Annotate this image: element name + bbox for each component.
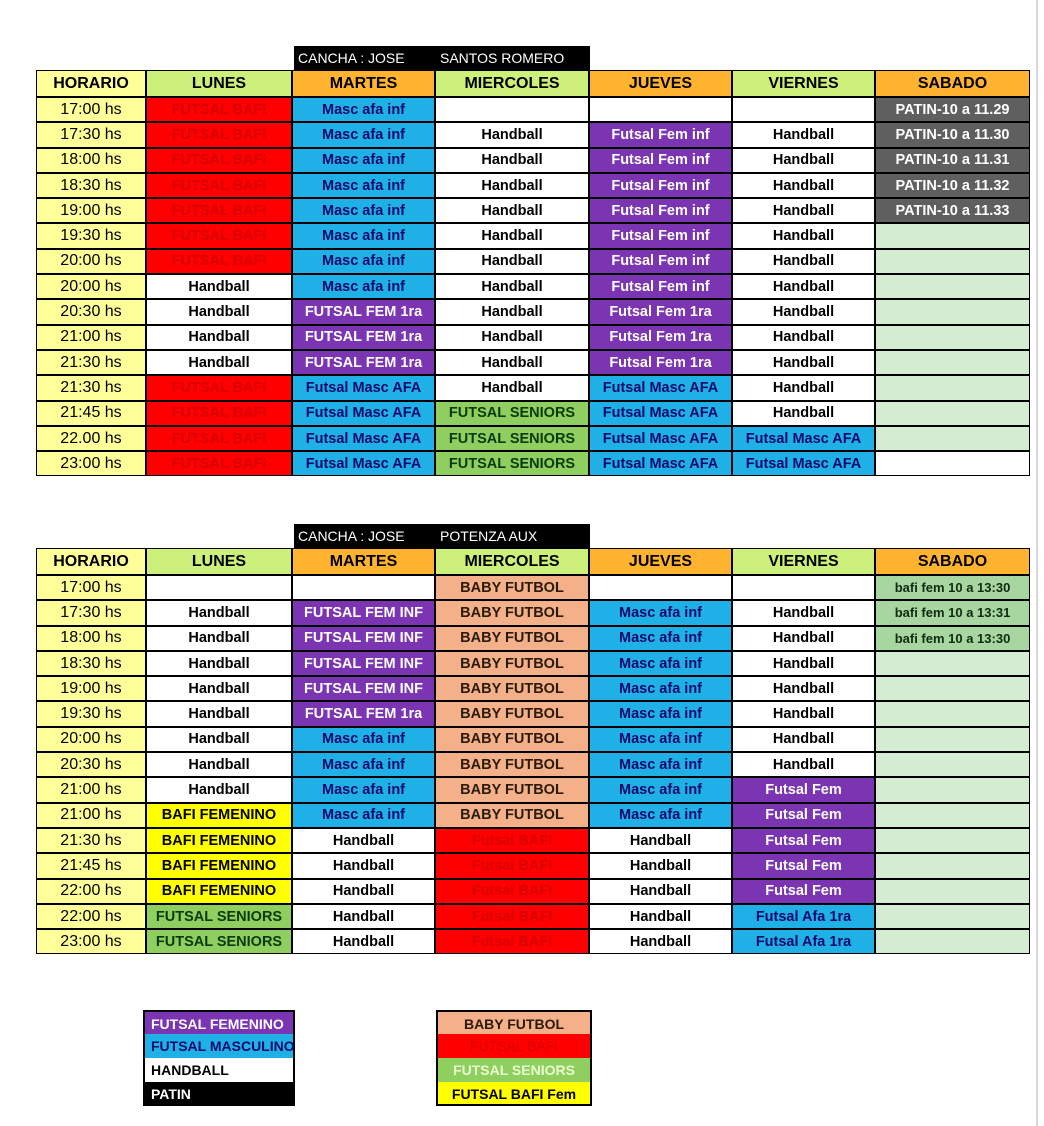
activity-cell: Masc afa inf — [589, 676, 732, 701]
activity-cell: Handball — [146, 274, 292, 299]
time-slot: 21:45 hs — [36, 401, 146, 426]
activity-cell — [732, 97, 875, 122]
activity-cell — [875, 879, 1030, 904]
activity-cell: PATIN-10 a 11.31 — [875, 148, 1030, 173]
activity-cell: Masc afa inf — [292, 752, 435, 777]
activity-cell: FUTSAL SENIORS — [435, 401, 589, 426]
activity-cell: Futsal Fem 1ra — [589, 299, 732, 324]
table-row — [36, 575, 1030, 600]
column-header: HORARIO — [36, 548, 146, 575]
schedule-table — [36, 70, 1030, 476]
time-slot: 20:00 hs — [36, 274, 146, 299]
activity-cell: Masc afa inf — [292, 249, 435, 274]
activity-cell: Handball — [435, 350, 589, 375]
court-title-name: POTENZA AUX — [440, 528, 538, 544]
activity-cell: Handball — [732, 626, 875, 651]
table-row — [36, 803, 1030, 828]
activity-cell: FUTSAL BAFI — [146, 148, 292, 173]
activity-cell: Handball — [732, 651, 875, 676]
column-header: MARTES — [292, 548, 435, 575]
activity-cell: Futsal Fem 1ra — [589, 350, 732, 375]
activity-cell: Handball — [146, 626, 292, 651]
activity-cell: BABY FUTBOL — [435, 777, 589, 802]
activity-cell: Masc afa inf — [589, 803, 732, 828]
activity-cell — [875, 853, 1030, 878]
time-slot: 17:30 hs — [36, 122, 146, 147]
table-row — [36, 223, 1030, 248]
activity-cell: Handball — [146, 299, 292, 324]
activity-cell — [875, 777, 1030, 802]
activity-cell — [292, 575, 435, 600]
activity-cell — [875, 401, 1030, 426]
activity-cell: FUTSAL BAFI — [146, 375, 292, 400]
table-row — [36, 299, 1030, 324]
activity-cell: Handball — [435, 299, 589, 324]
activity-cell: bafi fem 10 a 13:30 — [875, 575, 1030, 600]
activity-cell — [875, 375, 1030, 400]
activity-cell — [589, 97, 732, 122]
activity-cell: Masc afa inf — [292, 274, 435, 299]
activity-cell: FUTSAL SENIORS — [146, 929, 292, 954]
activity-cell: Futsal Masc AFA — [589, 451, 732, 476]
activity-cell — [875, 676, 1030, 701]
activity-cell: Futsal Masc AFA — [589, 401, 732, 426]
legend-item: FUTSAL BAFI Fem — [436, 1082, 592, 1106]
activity-cell: BABY FUTBOL — [435, 676, 589, 701]
activity-cell: Handball — [732, 299, 875, 324]
activity-cell: Handball — [732, 676, 875, 701]
time-slot: 19:00 hs — [36, 198, 146, 223]
activity-cell: Futsal Masc AFA — [292, 375, 435, 400]
activity-cell: Futsal Fem inf — [589, 148, 732, 173]
column-header: SABADO — [875, 70, 1030, 97]
table-header-row — [36, 548, 1030, 575]
activity-cell: Handball — [146, 350, 292, 375]
activity-cell: Futsal BAFI — [435, 828, 589, 853]
table-row — [36, 249, 1030, 274]
activity-cell: Handball — [589, 904, 732, 929]
legend-item: FUTSAL FEMENINO — [143, 1010, 295, 1034]
table-row — [36, 701, 1030, 726]
activity-cell: Masc afa inf — [292, 803, 435, 828]
court-title — [294, 46, 590, 70]
activity-cell: BABY FUTBOL — [435, 651, 589, 676]
activity-cell: Handball — [589, 879, 732, 904]
activity-cell: Futsal BAFI — [435, 879, 589, 904]
legend-item: FUTSAL SENIORS — [436, 1058, 592, 1082]
activity-cell: Handball — [292, 853, 435, 878]
activity-cell: Futsal Fem — [732, 853, 875, 878]
activity-cell: FUTSAL SENIORS — [435, 451, 589, 476]
time-slot: 18:30 hs — [36, 651, 146, 676]
activity-cell: Handball — [732, 274, 875, 299]
activity-cell: BABY FUTBOL — [435, 701, 589, 726]
table-row — [36, 651, 1030, 676]
table-row — [36, 173, 1030, 198]
time-slot: 23:00 hs — [36, 929, 146, 954]
activity-cell: Futsal Masc AFA — [292, 401, 435, 426]
activity-cell: Handball — [732, 325, 875, 350]
activity-cell: Masc afa inf — [292, 198, 435, 223]
activity-cell: Handball — [146, 325, 292, 350]
activity-cell: Masc afa inf — [292, 122, 435, 147]
activity-cell: Handball — [435, 375, 589, 400]
activity-cell: Handball — [292, 828, 435, 853]
activity-cell: Masc afa inf — [292, 173, 435, 198]
activity-cell: Futsal Fem inf — [589, 249, 732, 274]
time-slot: 20:00 hs — [36, 249, 146, 274]
table-row — [36, 752, 1030, 777]
activity-cell — [875, 350, 1030, 375]
activity-cell: Futsal Masc AFA — [732, 426, 875, 451]
activity-cell: Handball — [292, 904, 435, 929]
time-slot: 23:00 hs — [36, 451, 146, 476]
activity-cell: Futsal Fem — [732, 777, 875, 802]
legend-right — [436, 1010, 592, 1106]
activity-cell: FUTSAL BAFI — [146, 173, 292, 198]
activity-cell: Handball — [589, 929, 732, 954]
table-row — [36, 676, 1030, 701]
activity-cell — [875, 929, 1030, 954]
time-slot: 17:30 hs — [36, 600, 146, 625]
activity-cell: Futsal Fem — [732, 828, 875, 853]
activity-cell: Masc afa inf — [292, 97, 435, 122]
time-slot: 17:00 hs — [36, 575, 146, 600]
court-title-prefix: CANCHA : JOSE — [298, 50, 405, 66]
activity-cell: Futsal Masc AFA — [292, 426, 435, 451]
activity-cell: bafi fem 10 a 13:31 — [875, 600, 1030, 625]
time-slot: 21:30 hs — [36, 375, 146, 400]
table-row — [36, 325, 1030, 350]
activity-cell: FUTSAL FEM INF — [292, 600, 435, 625]
column-header: MIERCOLES — [435, 548, 589, 575]
activity-cell — [875, 223, 1030, 248]
time-slot: 21:30 hs — [36, 828, 146, 853]
time-slot: 22.00 hs — [36, 426, 146, 451]
activity-cell: Handball — [146, 676, 292, 701]
activity-cell — [732, 575, 875, 600]
activity-cell: Handball — [732, 223, 875, 248]
table-row — [36, 904, 1030, 929]
activity-cell: Handball — [146, 651, 292, 676]
activity-cell: Futsal Fem inf — [589, 122, 732, 147]
activity-cell — [875, 651, 1030, 676]
activity-cell: Handball — [732, 122, 875, 147]
activity-cell: Masc afa inf — [589, 626, 732, 651]
time-slot: 22:00 hs — [36, 904, 146, 929]
activity-cell: Futsal BAFI — [435, 853, 589, 878]
activity-cell: Futsal Masc AFA — [589, 375, 732, 400]
activity-cell: Handball — [732, 198, 875, 223]
activity-cell — [435, 97, 589, 122]
activity-cell: BABY FUTBOL — [435, 575, 589, 600]
activity-cell: FUTSAL BAFI — [146, 223, 292, 248]
activity-cell: PATIN-10 a 11.29 — [875, 97, 1030, 122]
activity-cell: Handball — [435, 148, 589, 173]
activity-cell: Handball — [732, 249, 875, 274]
column-header: SABADO — [875, 548, 1030, 575]
activity-cell: FUTSAL FEM INF — [292, 626, 435, 651]
table-row — [36, 122, 1030, 147]
activity-cell: BABY FUTBOL — [435, 626, 589, 651]
activity-cell: BAFI FEMENINO — [146, 828, 292, 853]
activity-cell — [875, 904, 1030, 929]
activity-cell: FUTSAL BAFI — [146, 122, 292, 147]
activity-cell — [875, 426, 1030, 451]
activity-cell: Masc afa inf — [292, 727, 435, 752]
time-slot: 21:00 hs — [36, 803, 146, 828]
column-header: LUNES — [146, 70, 292, 97]
time-slot: 20:30 hs — [36, 752, 146, 777]
legend-item: FUTSAL BAFI — [436, 1034, 592, 1058]
activity-cell: FUTSAL FEM 1ra — [292, 299, 435, 324]
activity-cell — [875, 451, 1030, 476]
activity-cell: Masc afa inf — [292, 148, 435, 173]
column-header: JUEVES — [589, 70, 732, 97]
court-title-name: SANTOS ROMERO — [440, 50, 565, 66]
activity-cell: FUTSAL SENIORS — [435, 426, 589, 451]
activity-cell: FUTSAL BAFI — [146, 451, 292, 476]
time-slot: 18:00 hs — [36, 626, 146, 651]
time-slot: 18:30 hs — [36, 173, 146, 198]
activity-cell: BABY FUTBOL — [435, 727, 589, 752]
column-header: HORARIO — [36, 70, 146, 97]
activity-cell: Handball — [589, 828, 732, 853]
table-row — [36, 929, 1030, 954]
activity-cell: BAFI FEMENINO — [146, 803, 292, 828]
time-slot: 21:30 hs — [36, 350, 146, 375]
activity-cell: BAFI FEMENINO — [146, 853, 292, 878]
time-slot: 21:45 hs — [36, 853, 146, 878]
activity-cell: Handball — [435, 249, 589, 274]
table-header-row — [36, 70, 1030, 97]
activity-cell: Futsal Masc AFA — [589, 426, 732, 451]
activity-cell: Handball — [146, 727, 292, 752]
time-slot: 22:00 hs — [36, 879, 146, 904]
activity-cell: Handball — [589, 853, 732, 878]
activity-cell: Futsal Fem inf — [589, 173, 732, 198]
activity-cell: Handball — [292, 929, 435, 954]
activity-cell: Handball — [732, 401, 875, 426]
time-slot: 20:00 hs — [36, 727, 146, 752]
activity-cell: PATIN-10 a 11.32 — [875, 173, 1030, 198]
table-row — [36, 853, 1030, 878]
activity-cell: Handball — [732, 375, 875, 400]
activity-cell — [875, 274, 1030, 299]
activity-cell: Handball — [146, 701, 292, 726]
time-slot: 19:00 hs — [36, 676, 146, 701]
column-header: VIERNES — [732, 548, 875, 575]
activity-cell: FUTSAL FEM INF — [292, 676, 435, 701]
activity-cell — [875, 249, 1030, 274]
table-row — [36, 350, 1030, 375]
activity-cell: Handball — [732, 701, 875, 726]
time-slot: 19:30 hs — [36, 223, 146, 248]
activity-cell: BAFI FEMENINO — [146, 879, 292, 904]
activity-cell — [875, 727, 1030, 752]
table-row — [36, 626, 1030, 651]
activity-cell: Masc afa inf — [292, 777, 435, 802]
schedule-table — [36, 548, 1030, 954]
activity-cell: FUTSAL BAFI — [146, 249, 292, 274]
activity-cell: Masc afa inf — [589, 701, 732, 726]
activity-cell: bafi fem 10 a 13:30 — [875, 626, 1030, 651]
activity-cell: Masc afa inf — [589, 727, 732, 752]
legend-left — [143, 1010, 295, 1106]
activity-cell: Handball — [435, 198, 589, 223]
activity-cell — [146, 575, 292, 600]
activity-cell: Handball — [435, 173, 589, 198]
page-edge-rule — [1036, 0, 1038, 1126]
activity-cell: Handball — [435, 122, 589, 147]
time-slot: 21:00 hs — [36, 777, 146, 802]
table-row — [36, 274, 1030, 299]
table-row — [36, 198, 1030, 223]
activity-cell: Handball — [435, 274, 589, 299]
activity-cell — [875, 752, 1030, 777]
activity-cell — [875, 803, 1030, 828]
time-slot: 21:00 hs — [36, 325, 146, 350]
table-row — [36, 375, 1030, 400]
activity-cell: Futsal Fem — [732, 803, 875, 828]
table-row — [36, 828, 1030, 853]
activity-cell — [875, 828, 1030, 853]
activity-cell: Futsal Masc AFA — [732, 451, 875, 476]
column-header: JUEVES — [589, 548, 732, 575]
table-row — [36, 148, 1030, 173]
table-row — [36, 401, 1030, 426]
table-row — [36, 727, 1030, 752]
activity-cell: Handball — [146, 600, 292, 625]
table-row — [36, 777, 1030, 802]
activity-cell: BABY FUTBOL — [435, 803, 589, 828]
legend-item: FUTSAL MASCULINO — [143, 1034, 295, 1058]
time-slot: 17:00 hs — [36, 97, 146, 122]
activity-cell: BABY FUTBOL — [435, 600, 589, 625]
legend-item: PATIN — [143, 1082, 295, 1106]
table-row — [36, 451, 1030, 476]
activity-cell: Futsal Afa 1ra — [732, 904, 875, 929]
column-header: VIERNES — [732, 70, 875, 97]
activity-cell: PATIN-10 a 11.30 — [875, 122, 1030, 147]
legend-item: BABY FUTBOL — [436, 1010, 592, 1034]
time-slot: 20:30 hs — [36, 299, 146, 324]
activity-cell: Handball — [732, 600, 875, 625]
activity-cell: Handball — [732, 752, 875, 777]
activity-cell: Masc afa inf — [589, 777, 732, 802]
activity-cell: Masc afa inf — [589, 752, 732, 777]
table-row — [36, 600, 1030, 625]
column-header: MIERCOLES — [435, 70, 589, 97]
activity-cell — [875, 325, 1030, 350]
activity-cell: FUTSAL BAFI — [146, 426, 292, 451]
activity-cell: BABY FUTBOL — [435, 752, 589, 777]
activity-cell: Futsal BAFI — [435, 904, 589, 929]
activity-cell: Handball — [435, 325, 589, 350]
activity-cell: PATIN-10 a 11.33 — [875, 198, 1030, 223]
court-title-prefix: CANCHA : JOSE — [298, 528, 405, 544]
activity-cell: Handball — [732, 173, 875, 198]
activity-cell: Futsal Fem 1ra — [589, 325, 732, 350]
activity-cell: Masc afa inf — [589, 651, 732, 676]
table-row — [36, 97, 1030, 122]
activity-cell: Handball — [292, 879, 435, 904]
activity-cell: Handball — [732, 350, 875, 375]
time-slot: 19:30 hs — [36, 701, 146, 726]
activity-cell: Futsal Fem — [732, 879, 875, 904]
court-title — [294, 524, 590, 548]
activity-cell: Handball — [732, 148, 875, 173]
activity-cell: Masc afa inf — [292, 223, 435, 248]
activity-cell: Futsal Fem inf — [589, 198, 732, 223]
activity-cell: Futsal Fem inf — [589, 223, 732, 248]
activity-cell — [875, 701, 1030, 726]
table-row — [36, 426, 1030, 451]
activity-cell: Masc afa inf — [589, 600, 732, 625]
activity-cell: Futsal Fem inf — [589, 274, 732, 299]
activity-cell: Handball — [146, 777, 292, 802]
activity-cell: FUTSAL BAFI — [146, 401, 292, 426]
activity-cell: FUTSAL FEM 1ra — [292, 701, 435, 726]
activity-cell: Handball — [732, 727, 875, 752]
activity-cell: Futsal BAFI — [435, 929, 589, 954]
activity-cell: FUTSAL FEM 1ra — [292, 350, 435, 375]
activity-cell — [589, 575, 732, 600]
activity-cell: FUTSAL BAFI — [146, 97, 292, 122]
column-header: LUNES — [146, 548, 292, 575]
activity-cell: Handball — [146, 752, 292, 777]
activity-cell: FUTSAL BAFI — [146, 198, 292, 223]
activity-cell: Futsal Afa 1ra — [732, 929, 875, 954]
activity-cell — [875, 299, 1030, 324]
column-header: MARTES — [292, 70, 435, 97]
activity-cell: Futsal Masc AFA — [292, 451, 435, 476]
activity-cell: FUTSAL FEM INF — [292, 651, 435, 676]
table-row — [36, 879, 1030, 904]
legend-item: HANDBALL — [143, 1058, 295, 1082]
time-slot: 18:00 hs — [36, 148, 146, 173]
activity-cell: Handball — [435, 223, 589, 248]
activity-cell: FUTSAL SENIORS — [146, 904, 292, 929]
activity-cell: FUTSAL FEM 1ra — [292, 325, 435, 350]
